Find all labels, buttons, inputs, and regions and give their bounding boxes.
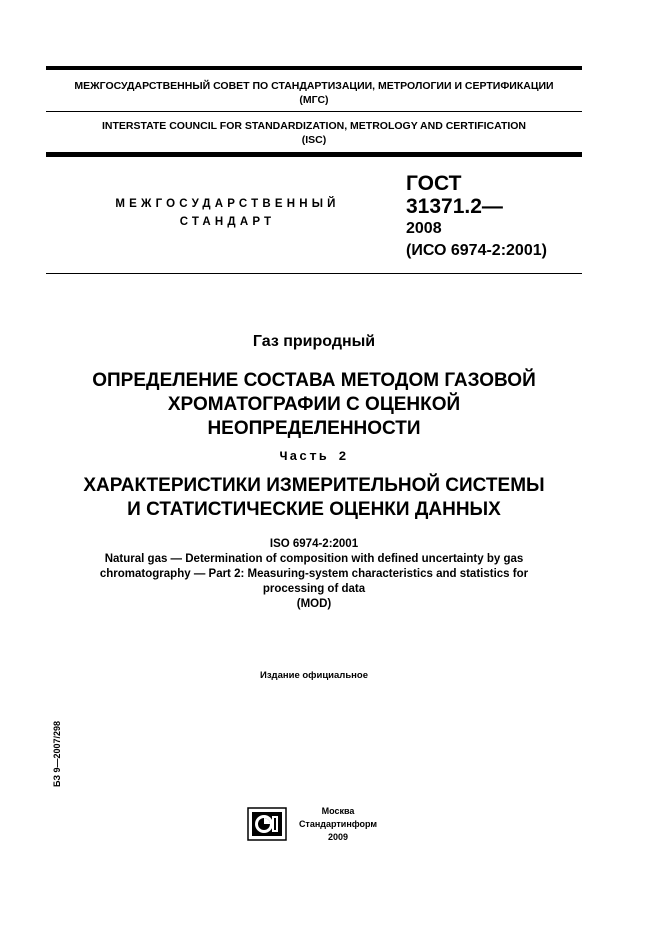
- part-title: [46, 474, 582, 522]
- gost-label: ГОСТ: [406, 172, 462, 195]
- iso-en-line2: chromatography — Part 2: Measuring-system characteristics and statistics for: [99, 568, 529, 580]
- main-title-line2: ХРОМАТОГРАФИИ С ОЦЕНКОЙ: [167, 394, 461, 415]
- council-en: [46, 119, 582, 147]
- top-rule: [46, 66, 582, 70]
- edition-label: Издание официальное: [260, 670, 368, 681]
- part-label: Часть 2: [279, 449, 349, 464]
- council-ru: [46, 79, 582, 107]
- part-title-line1: ХАРАКТЕРИСТИКИ ИЗМЕРИТЕЛЬНОЙ СИСТЕМЫ: [83, 475, 545, 496]
- iso-en-line1: Natural gas — Determination of composition with defined uncertainty by gas: [104, 553, 524, 565]
- side-code: БЗ 9—2007/298: [52, 720, 62, 787]
- iso-en-line3: processing of data: [262, 583, 366, 595]
- publisher-logo-icon: [247, 807, 287, 841]
- council-en-line1: INTERSTATE COUNCIL FOR STANDARDIZATION, METROLOGY AND CERTIFICATION: [101, 120, 527, 132]
- publisher-year: 2009: [327, 832, 349, 842]
- publisher-info: [298, 805, 378, 844]
- standard-label-line2: СТАНДАРТ: [179, 216, 276, 228]
- gost-number: 31371.2—: [406, 195, 503, 218]
- iso-english-title: [46, 552, 582, 612]
- iso-mod: (MOD): [296, 598, 332, 610]
- council-en-line2: (ISC): [301, 134, 327, 146]
- publisher-city: Москва: [321, 806, 355, 816]
- main-title-line1: ОПРЕДЕЛЕНИЕ СОСТАВА МЕТОДОМ ГАЗОВОЙ: [92, 370, 536, 391]
- publisher-name: Стандартинформ: [298, 819, 378, 829]
- standard-label: [100, 195, 355, 231]
- thin-rule: [46, 111, 582, 112]
- main-title: [46, 369, 582, 441]
- gost-iso-ref: (ИСО 6974-2:2001): [406, 242, 547, 259]
- thick-rule: [46, 152, 582, 157]
- mid-rule: [46, 273, 582, 274]
- gost-designation: [406, 172, 547, 262]
- part-title-line2: И СТАТИСТИЧЕСКИЕ ОЦЕНКИ ДАННЫХ: [127, 499, 501, 520]
- council-ru-line2: (МГС): [299, 94, 329, 106]
- iso-code: ISO 6974-2:2001: [269, 538, 359, 550]
- standard-label-line1: МЕЖГОСУДАРСТВЕННЫЙ: [115, 198, 340, 210]
- subject-title: Газ природный: [252, 333, 376, 350]
- council-ru-line1: МЕЖГОСУДАРСТВЕННЫЙ СОВЕТ ПО СТАНДАРТИЗАЦИИ, МЕТРОЛОГИИ И СЕРТИФИКАЦИИ: [74, 80, 554, 92]
- main-title-line3: НЕОПРЕДЕЛЕННОСТИ: [207, 418, 421, 439]
- gost-year: 2008: [406, 220, 442, 237]
